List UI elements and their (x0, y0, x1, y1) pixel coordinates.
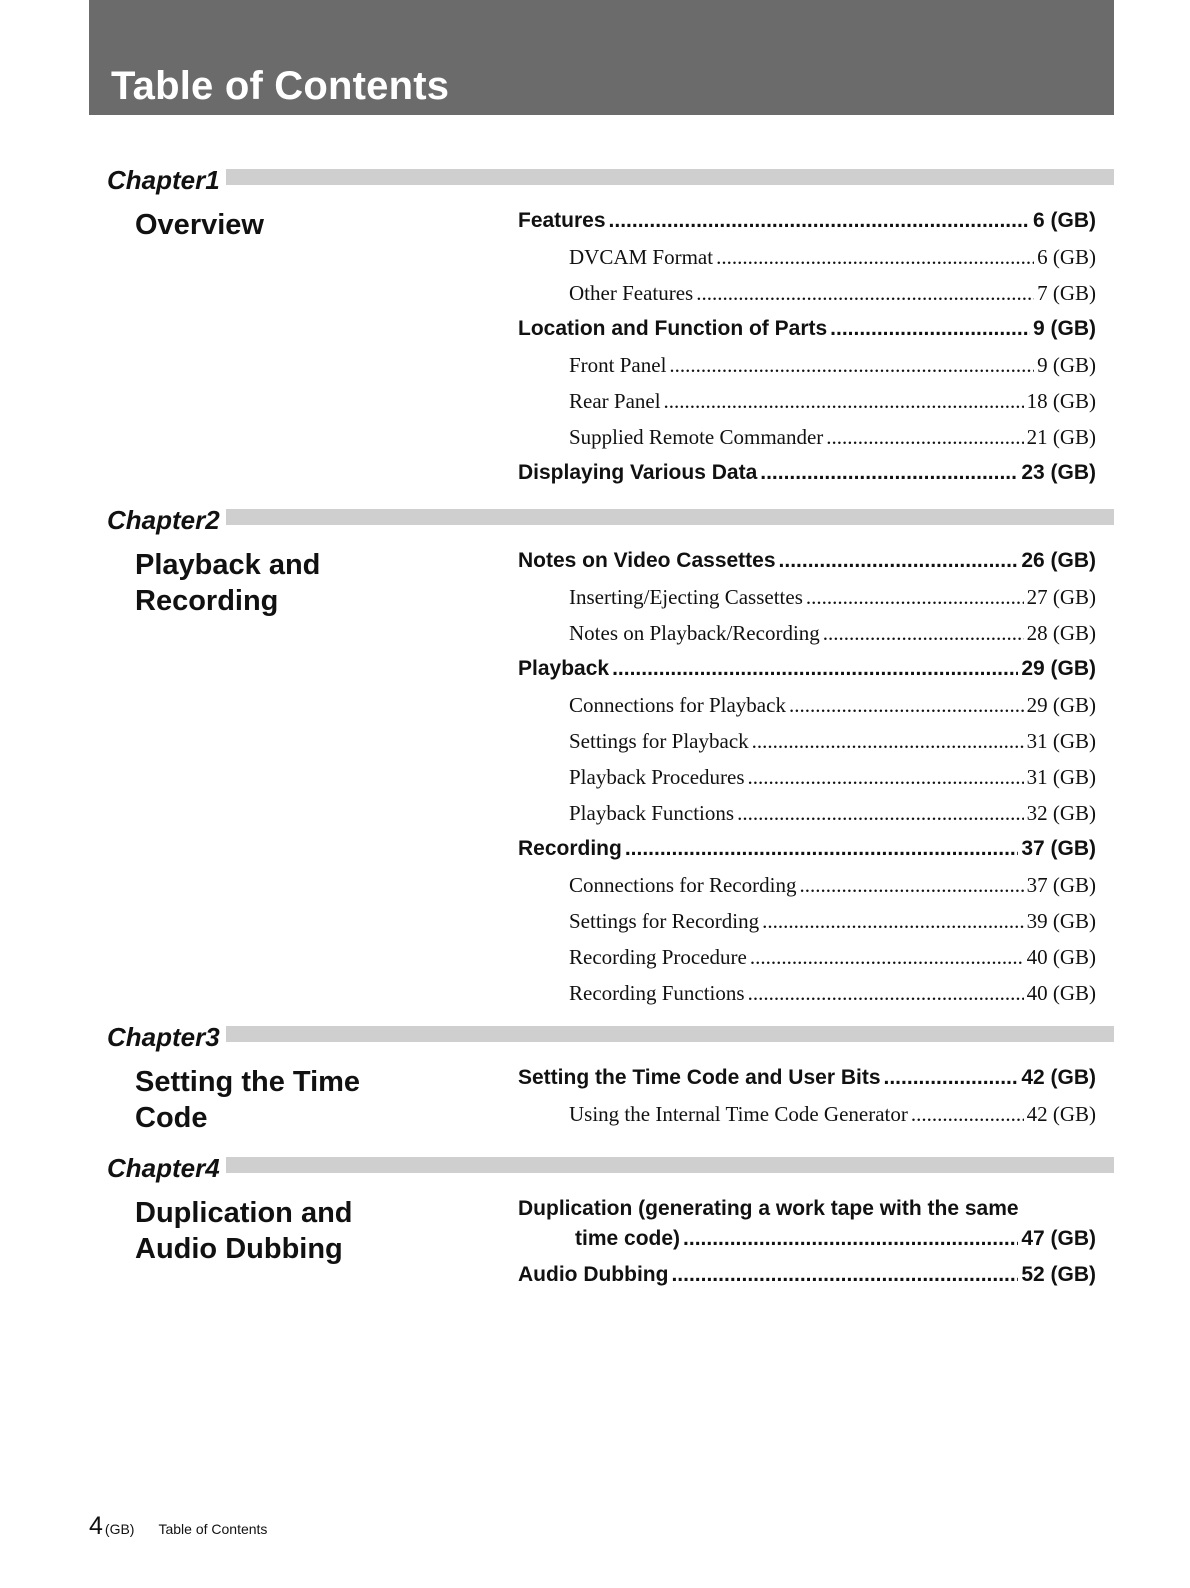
entry-label: Other Features (569, 281, 694, 305)
leader-dots (826, 425, 1023, 450)
toc-entry[interactable] (518, 585, 1096, 621)
leader-dots (884, 1066, 1019, 1090)
entry-page: 9 (GB) (1037, 353, 1096, 377)
leader-dots (752, 729, 1024, 754)
leader-dots (748, 765, 1024, 790)
entry-label: Connections for Playback (569, 693, 786, 717)
entry-label: Notes on Video Cassettes (518, 549, 776, 572)
entry-page: 47 (GB) (1021, 1227, 1096, 1250)
entry-page: 31 (GB) (1026, 729, 1096, 753)
entry-label: Rear Panel (569, 389, 661, 413)
leader-dots (760, 461, 1018, 485)
toc-entry[interactable] (518, 1102, 1096, 1138)
entry-label: Playback Procedures (569, 765, 745, 789)
toc-entry[interactable] (518, 209, 1096, 245)
chapter-divider (89, 509, 1114, 525)
chapter-title-line: Duplication and (135, 1197, 353, 1229)
entry-label: Playback Functions (569, 801, 735, 825)
toc-entry[interactable] (518, 693, 1096, 729)
entry-label: Recording (518, 837, 622, 860)
leader-dots (823, 621, 1024, 646)
leader-dots (671, 1263, 1018, 1287)
entry-label: Front Panel (569, 353, 667, 377)
entry-label: Location and Function of Parts (518, 317, 828, 340)
entry-page: 29 (GB) (1021, 657, 1096, 680)
toc-entry[interactable] (518, 621, 1096, 657)
entry-page: 40 (GB) (1026, 945, 1096, 969)
chapter-label: Chapter4 (89, 1153, 226, 1183)
entry-page: 42 (GB) (1021, 1066, 1096, 1089)
leader-dots (612, 657, 1018, 681)
toc-list (518, 1066, 1096, 1138)
leader-dots (911, 1102, 1024, 1127)
entry-page: 39 (GB) (1026, 909, 1096, 933)
entry-label: Displaying Various Data (518, 461, 758, 484)
entry-label: Recording Functions (569, 981, 745, 1005)
leader-dots (664, 389, 1024, 414)
entry-page: 7 (GB) (1037, 281, 1096, 305)
entry-page: 18 (GB) (1026, 389, 1096, 413)
entry-page: 9 (GB) (1033, 317, 1096, 340)
entry-page: 32 (GB) (1026, 801, 1096, 825)
entry-label: Settings for Recording (569, 909, 760, 933)
entry-page: 40 (GB) (1026, 981, 1096, 1005)
leader-dots (799, 873, 1023, 898)
chapter-title-line: Setting the Time (135, 1066, 361, 1098)
entry-page: 28 (GB) (1026, 621, 1096, 645)
entry-page: 37 (GB) (1026, 873, 1096, 897)
entry-label: Playback (518, 657, 610, 680)
chapter-divider (89, 1026, 1114, 1042)
chapter-label: Chapter2 (89, 505, 226, 535)
toc-entry[interactable] (518, 765, 1096, 801)
toc-entry[interactable] (518, 389, 1096, 425)
leader-dots (683, 1227, 1018, 1251)
entry-label: Duplication (generating a work tape with the same (518, 1197, 1019, 1220)
entry-label: Using the Internal Time Code Generator (569, 1102, 908, 1126)
chapter-title-line: Recording (135, 585, 279, 617)
toc-entry-line1[interactable] (518, 1197, 1096, 1227)
chapter-title-line: Audio Dubbing (135, 1233, 343, 1265)
leader-dots (779, 549, 1019, 573)
chapter-title (135, 1195, 455, 1267)
entry-page: 29 (GB) (1026, 693, 1096, 717)
chapter-divider (89, 169, 1114, 185)
header-bar (89, 0, 1114, 115)
page-footer (89, 1512, 267, 1541)
chapter-title (135, 1064, 455, 1136)
leader-dots (830, 317, 1030, 341)
toc-entry[interactable] (518, 461, 1096, 497)
chapter-label: Chapter3 (89, 1022, 226, 1052)
entry-label: Notes on Playback/Recording (569, 621, 820, 645)
toc-entry[interactable] (518, 873, 1096, 909)
toc-list (518, 209, 1096, 497)
leader-dots (669, 353, 1034, 378)
toc-entry-line2[interactable] (518, 1227, 1096, 1263)
toc-entry[interactable] (518, 353, 1096, 389)
leader-dots (806, 585, 1024, 610)
entry-page: 37 (GB) (1021, 837, 1096, 860)
toc-entry[interactable] (518, 657, 1096, 693)
chapter-label: Chapter1 (89, 165, 226, 195)
chapter-title (135, 547, 455, 619)
toc-entry[interactable] (518, 549, 1096, 585)
toc-entry[interactable] (518, 245, 1096, 281)
leader-dots (737, 801, 1024, 826)
entry-label: Settings for Playback (569, 729, 749, 753)
toc-entry[interactable] (518, 317, 1096, 353)
toc-list (518, 1197, 1096, 1299)
leader-dots (750, 945, 1024, 970)
page-number: 4 (89, 1512, 103, 1540)
leader-dots (748, 981, 1024, 1006)
chapter-title-line: Playback and (135, 549, 321, 581)
page-title: Table of Contents (111, 64, 450, 108)
toc-entry[interactable] (518, 729, 1096, 765)
leader-dots (625, 837, 1018, 861)
entry-label: Inserting/Ejecting Cassettes (569, 585, 803, 609)
toc-list (518, 549, 1096, 1017)
entry-page: 27 (GB) (1026, 585, 1096, 609)
entry-page: 26 (GB) (1021, 549, 1096, 572)
toc-entry[interactable] (518, 909, 1096, 945)
toc-entry[interactable] (518, 801, 1096, 837)
leader-dots (696, 281, 1034, 306)
entry-label: Supplied Remote Commander (569, 425, 824, 449)
entry-page: 42 (GB) (1026, 1102, 1096, 1126)
toc-entry[interactable] (518, 1263, 1096, 1299)
entry-page: 23 (GB) (1021, 461, 1096, 484)
chapter-title: Overview (135, 209, 264, 241)
page-suffix: (GB) (104, 1521, 135, 1537)
footer-section-title: Table of Contents (158, 1521, 268, 1537)
chapter-title-line: Code (135, 1102, 208, 1134)
toc-entry[interactable] (518, 981, 1096, 1017)
entry-label: Connections for Recording (569, 873, 797, 897)
toc-entry[interactable] (518, 837, 1096, 873)
leader-dots (762, 909, 1023, 934)
entry-label: Recording Procedure (569, 945, 747, 969)
entry-label: DVCAM Format (569, 245, 714, 269)
toc-entry[interactable] (518, 945, 1096, 981)
chapter-divider (89, 1157, 1114, 1173)
entry-page: 6 (GB) (1037, 245, 1096, 269)
entry-page: 21 (GB) (1026, 425, 1096, 449)
entry-label: Setting the Time Code and User Bits (518, 1066, 881, 1089)
toc-entry[interactable] (518, 281, 1096, 317)
leader-dots (609, 209, 1030, 233)
leader-dots (716, 245, 1034, 270)
entry-page: 6 (GB) (1033, 209, 1096, 232)
toc-entry[interactable] (518, 425, 1096, 461)
entry-page: 31 (GB) (1026, 765, 1096, 789)
entry-page: 52 (GB) (1021, 1263, 1096, 1286)
toc-entry[interactable] (518, 1066, 1096, 1102)
leader-dots (789, 693, 1024, 718)
entry-label: time code) (575, 1227, 681, 1250)
entry-label: Features (518, 209, 606, 232)
entry-label: Audio Dubbing (518, 1263, 669, 1286)
